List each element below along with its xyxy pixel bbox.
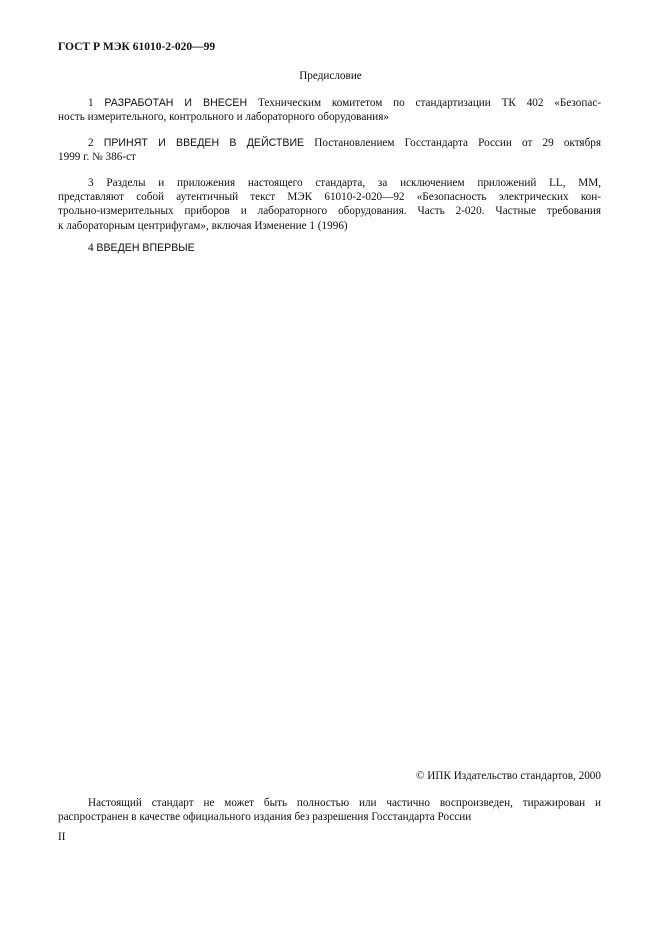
paragraph-line bbox=[58, 136, 601, 150]
para-heading: ВВЕДЕН ВПЕРВЫЕ bbox=[96, 242, 195, 254]
paragraph-line: 1999 г. № 386-ст bbox=[58, 151, 136, 164]
paragraph-3 bbox=[58, 176, 601, 233]
para-heading: РАЗРАБОТАН И ВНЕСЕН bbox=[104, 97, 248, 109]
para-text: Техническим комитетом по стандартизации ТК 402 «Безопас- bbox=[247, 97, 602, 109]
para-number: 2 bbox=[88, 137, 104, 149]
paragraph-line: представляют собой аутентичный текст МЭК 61010-2-020—92 «Безопасность электрических кон- bbox=[58, 191, 601, 204]
paragraph-line: трольно-измерительных приборов и лабораторного оборудования. Часть 2-020. Частные требования bbox=[58, 205, 601, 218]
copyright: © ИПК Издательство стандартов, 2000 bbox=[415, 770, 601, 782]
paragraph-line: к лабораторным центрифугам», включая Изменение 1 (1996) bbox=[58, 219, 348, 232]
paragraph-line: ность измерительного, контрольного и лабораторного оборудования» bbox=[58, 111, 389, 124]
page-number: II bbox=[58, 831, 66, 843]
para-number: 1 bbox=[88, 97, 105, 109]
reproduction-notice bbox=[58, 796, 601, 824]
paragraph-line bbox=[58, 96, 601, 110]
para-number: 4 bbox=[88, 242, 97, 254]
paragraph-4 bbox=[58, 241, 601, 255]
notice-line: распространен в качестве официального издания без разрешения Госстандарта России bbox=[58, 811, 472, 824]
standard-number: ГОСТ Р МЭК 61010-2-020—99 bbox=[58, 41, 216, 53]
para-heading: ПРИНЯТ И ВВЕДЕН В ДЕЙСТВИЕ bbox=[103, 137, 305, 149]
page-title: Предисловие bbox=[299, 70, 362, 82]
paragraph-line: 3 Разделы и приложения настоящего стандарта, за исключением приложений LL, MM, bbox=[88, 177, 601, 189]
notice-line: Настоящий стандарт не может быть полностью или частично воспроизведен, тиражирован и bbox=[88, 797, 601, 809]
paragraph-line bbox=[58, 241, 601, 255]
paragraph-1 bbox=[58, 96, 601, 124]
para-text: Постановлением Госстандарта России от 29 октября bbox=[304, 137, 602, 149]
paragraph-2 bbox=[58, 136, 601, 164]
